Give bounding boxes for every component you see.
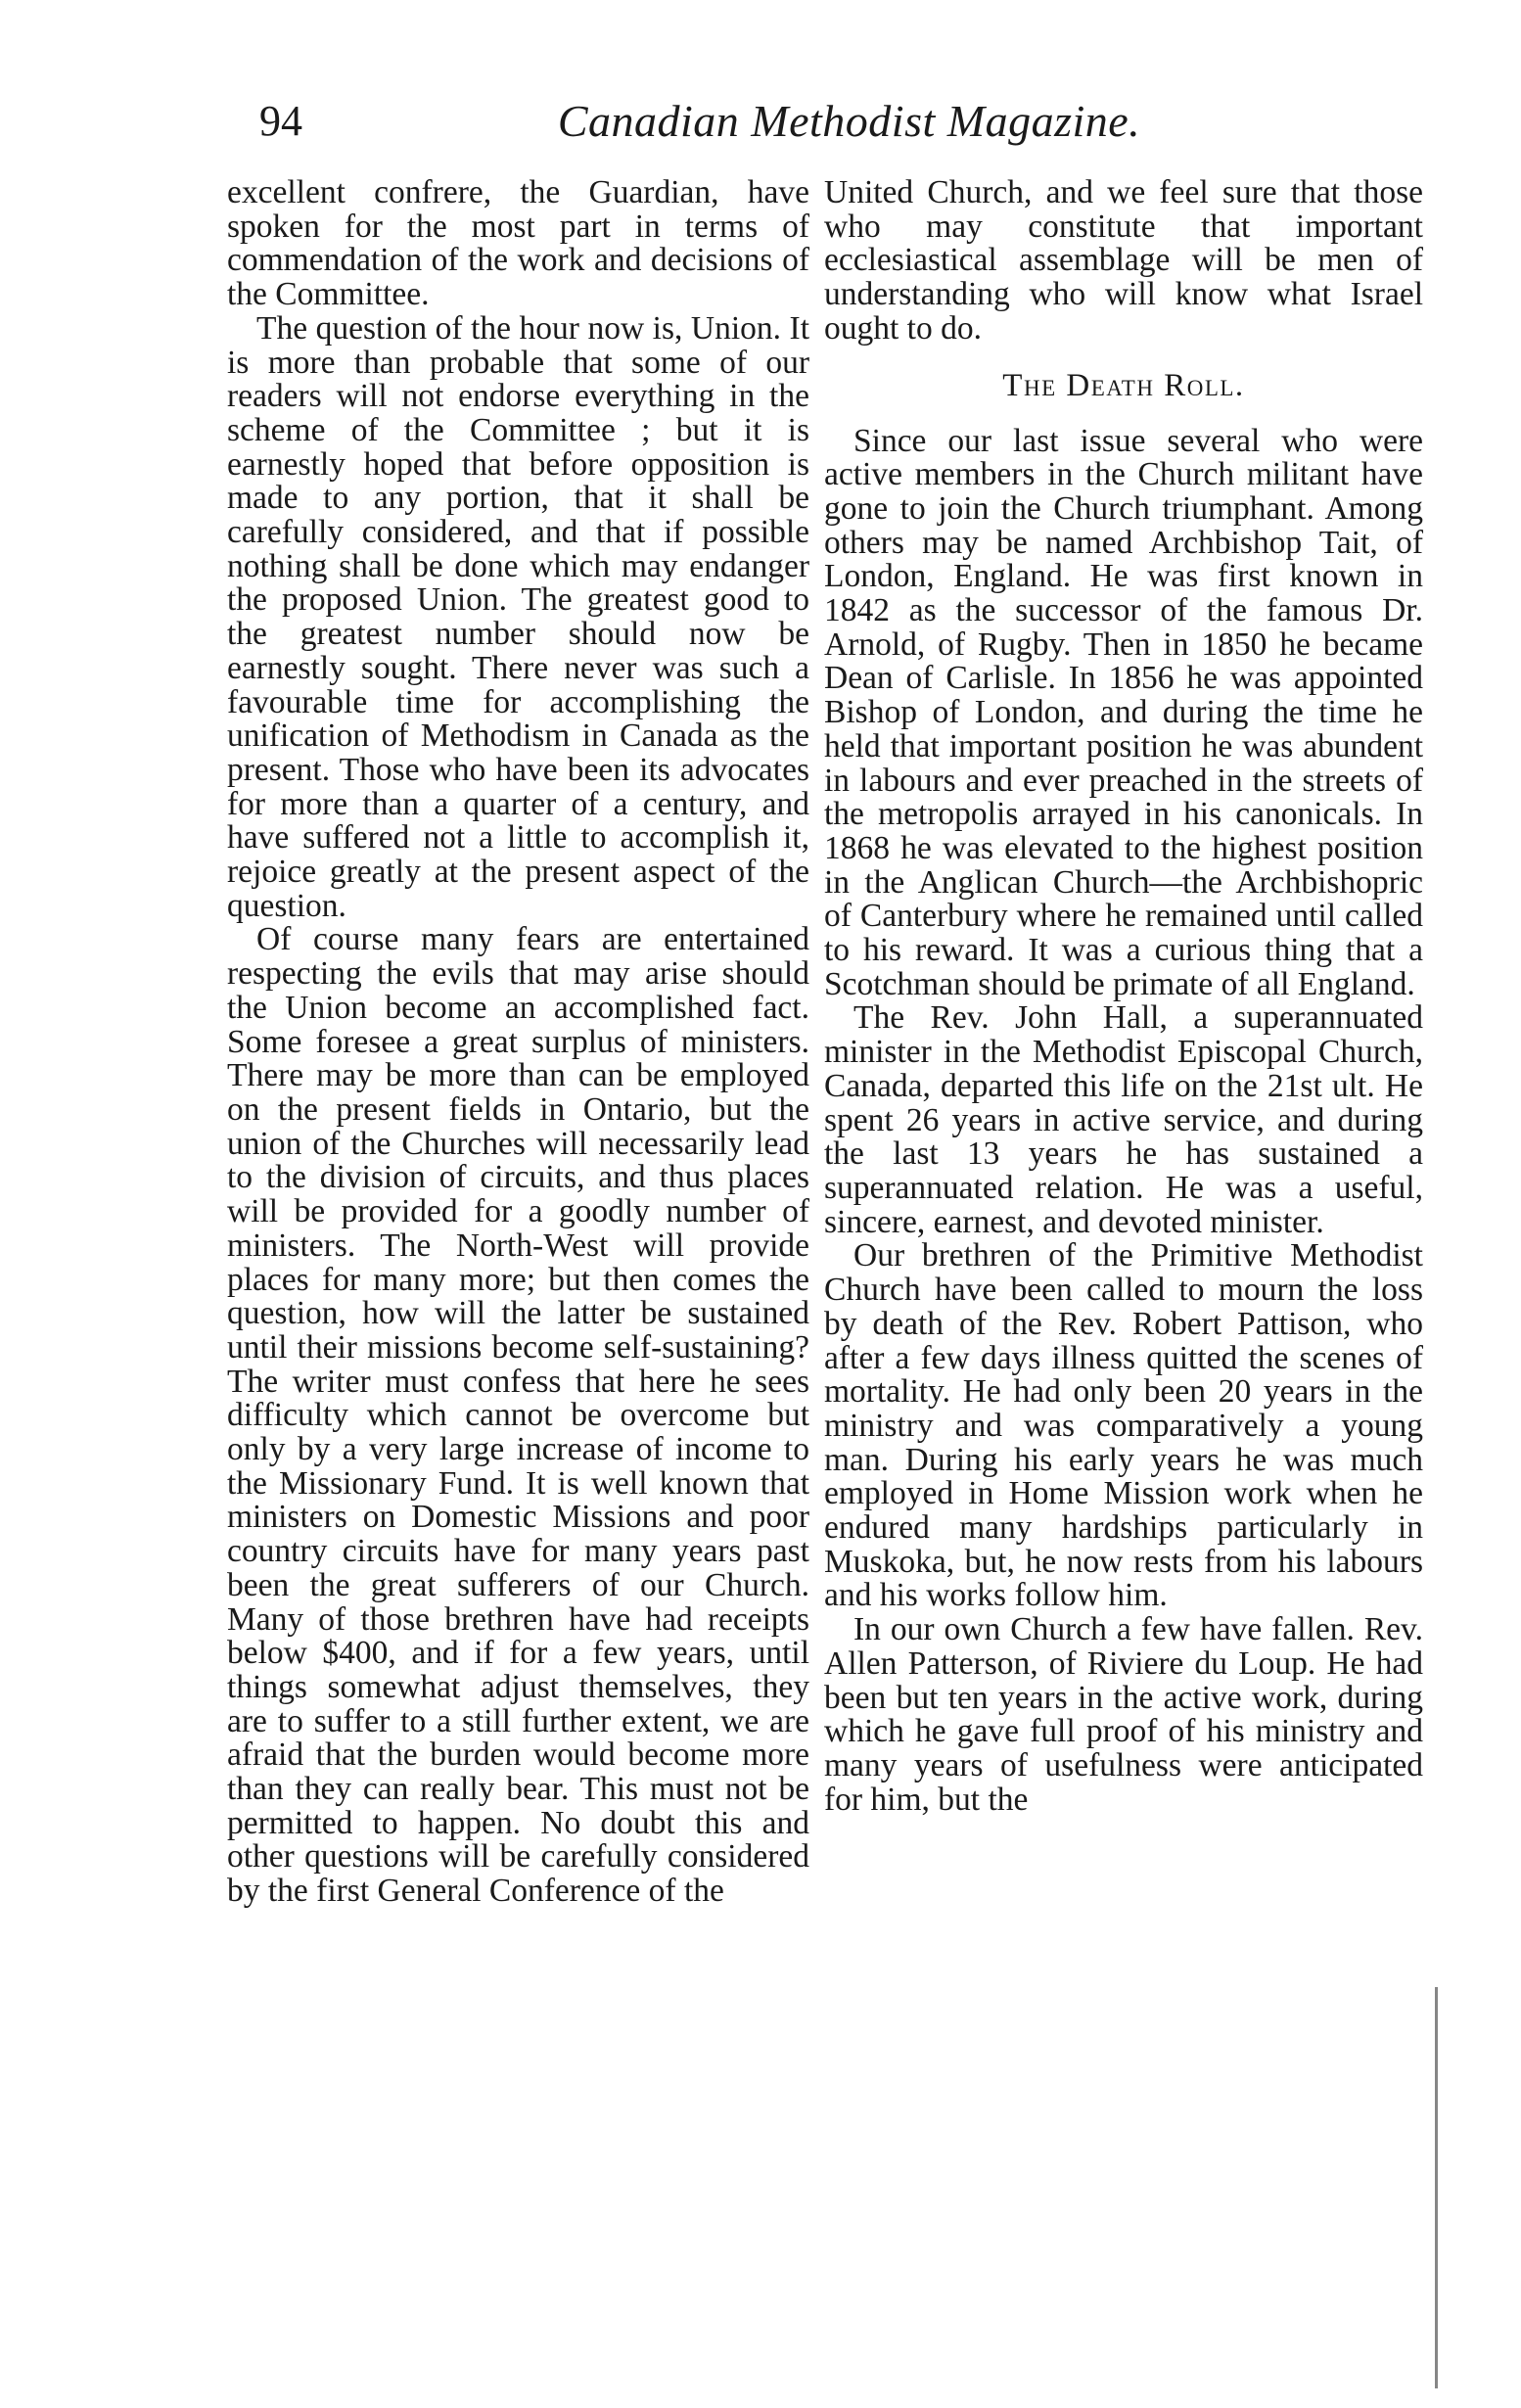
margin-rule xyxy=(1435,1987,1438,2388)
paragraph: United Church, and we feel sure that those who may constitute that important ecclesiastical assemblage will be men of understanding who will know what Israel ought to do. xyxy=(824,174,1423,347)
page-number: 94 xyxy=(259,97,302,145)
section-heading: The Death Roll. xyxy=(1002,367,1245,403)
paragraph: The question of the hour now is, Union. It is more than probable that some of our readers will not endorse everything in the scheme of the Committee ; but it is earnestly hoped that before opposition is made to any portion, that it shall be carefully considered, and that if possible nothing shall be done which may endanger the proposed Union. The greatest good to the greatest number should now be earnestly sought. There never was such a favourable time for accomplishing the unification of Methodism in Canada as the present. Those who have been its advocates for more than a quarter of a century, and have suffered not a little to accomplish it, rejoice greatly at the present aspect of the question. xyxy=(227,309,809,924)
paragraph: The Rev. John Hall, a superannuated minister in the Methodist Episcopal Church, Canada, departed this life on the 21st ult. He spent 26 years in active service, and during the last 13 years he has sustained a superannuated relation. He was a useful, sincere, earnest, and devoted minister. xyxy=(824,999,1423,1240)
paragraph: In our own Church a few have fallen. Rev. Allen Patterson, of Riviere du Loup. He had been but ten years in the active work, during which he gave full proof of his ministry and many years of usefulness were anticipated for him, but the xyxy=(824,1611,1423,1818)
left-column xyxy=(227,176,809,1909)
right-column xyxy=(824,176,1423,1817)
running-title: Canadian Methodist Magazine. xyxy=(557,96,1141,146)
page-header xyxy=(250,90,1449,153)
paragraph: excellent confrere, the Guardian, have spoken for the most part in terms of commendation of the work and decisions of the Committee. xyxy=(227,174,809,313)
paragraph: Of course many fears are entertained respecting the evils that may arise should the Union become an accomplished fact. Some foresee a great surplus of ministers. There may be more than can be employed on the present fields in Ontario, but the union of the Churches will necessarily lead to the division of circuits, and thus places will be provided for a goodly number of ministers. The North-West will provide places for many more; but then comes the question, how will the latter be sustained until their missions become self-sustaining? The writer must confess that here he sees difficulty which cannot be overcome but only by a very large increase of income to the Missionary Fund. It is well known that ministers on Domestic Missions and poor country circuits have for many years past been the great sufferers of our Church. Many of those brethren have had receipts below $400, and if for a few years, until things somewhat adjust themselves, they are to suffer to a still further extent, we are afraid that the burden would become more than they can really bear. This must not be permitted to happen. No doubt this and other questions will be carefully considered by the first General Conference of the xyxy=(227,921,809,1910)
paragraph: Since our last issue several who were active members in the Church militant have gone to join the Church triumphant. Among others may be named Archbishop Tait, of London, England. He was first known in 1842 as the successor of the famous Dr. Arnold, of Rugby. Then in 1850 he became Dean of Carlisle. In 1856 he was appointed Bishop of London, and during the time he held that important position he was abundent in labours and ever preached in the streets of the metropolis arrayed in his canonicals. In 1868 he was elevated to the highest position in the Anglican Church—the Archbishopric of Canterbury where he remained until called to his reward. It was a curious thing that a Scotchman should be primate of all England. xyxy=(824,422,1423,1002)
paragraph: Our brethren of the Primitive Methodist Church have been called to mourn the loss by death of the Rev. Robert Pattison, who after a few days illness quitted the scenes of mortality. He had only been 20 years in the ministry and was comparatively a young man. During his early years he was much employed in Home Mission work when he endured many hardships particularly in Muskoka, but, he now rests from his labours and his works follow him. xyxy=(824,1237,1423,1614)
